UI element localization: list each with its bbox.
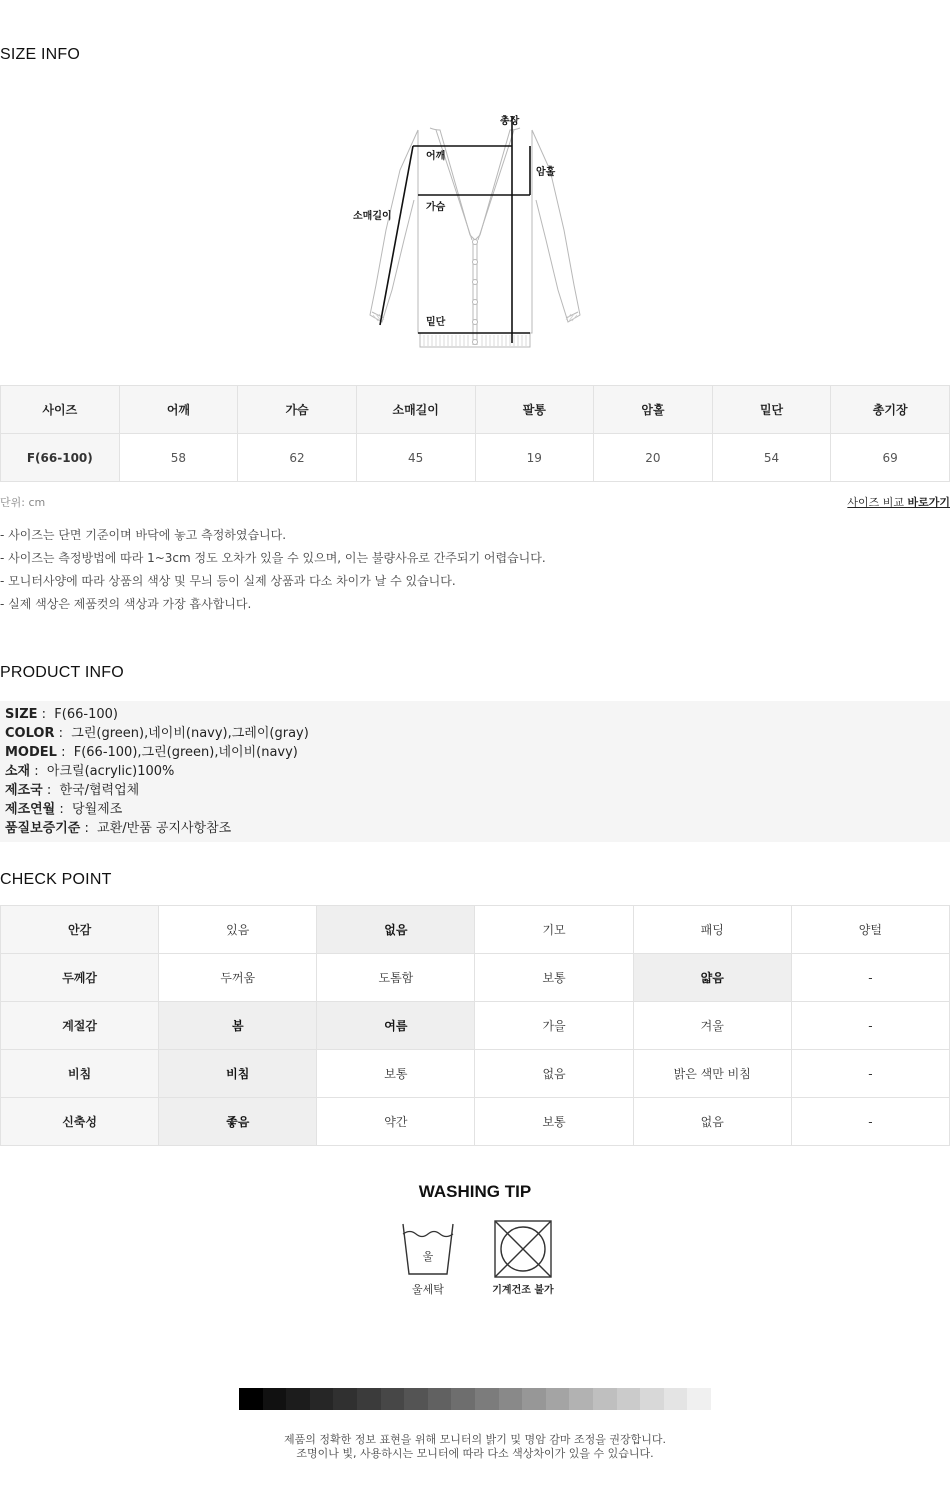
check-row-thickness [1, 954, 950, 1002]
note-item: - 사이즈는 측정방법에 따라 1~3cm 정도 오차가 있을 수 있으며, 이는 불량사유로 간주되기 어렵습니다. [0, 551, 546, 565]
sleeve-width-value: 19 [475, 434, 594, 482]
product-info-key: 품질보증기준 [5, 821, 81, 836]
grayscale-swatch [499, 1388, 523, 1410]
grayscale-swatch [381, 1388, 405, 1410]
check-row-label: 계절감 [1, 1002, 159, 1050]
no-tumble-dry-icon [493, 1219, 553, 1279]
grayscale-swatch [310, 1388, 334, 1410]
grayscale-swatch [239, 1388, 263, 1410]
grayscale-bar [239, 1388, 711, 1410]
table-row [1, 434, 950, 482]
size-table-header-row [1, 386, 950, 434]
size-table-header: 사이즈 [1, 386, 120, 434]
product-info-key: 소재 [5, 764, 31, 779]
grayscale-swatch [522, 1388, 546, 1410]
check-option: 가을 [475, 1002, 633, 1050]
product-info-key: COLOR [5, 726, 55, 741]
wool-wash-label: 울세탁 [412, 1283, 444, 1296]
check-option: 보통 [475, 1098, 633, 1146]
chest-value: 62 [238, 434, 357, 482]
grayscale-swatch [687, 1388, 711, 1410]
grayscale-swatch [404, 1388, 428, 1410]
check-option: 없음 [633, 1098, 791, 1146]
size-compare-shortcut: 바로가기 [907, 496, 950, 509]
product-info-title: PRODUCT INFO [0, 664, 124, 681]
grayscale-swatch [546, 1388, 570, 1410]
cardigan-illustration [340, 100, 610, 365]
sleeve-length-value: 45 [356, 434, 475, 482]
check-option: 두꺼움 [159, 954, 317, 1002]
check-option: 보통 [317, 1050, 475, 1098]
check-option: 양털 [791, 906, 949, 954]
size-table-header: 소매길이 [356, 386, 475, 434]
check-option-selected: 좋음 [159, 1098, 317, 1146]
product-info-key: MODEL [5, 745, 57, 760]
product-info-value: 그린(green),네이비(navy),그레이(gray) [71, 726, 309, 741]
note-item: - 사이즈는 단면 기준이며 바닥에 놓고 측정하였습니다. [0, 528, 287, 542]
check-row-lining [1, 906, 950, 954]
size-compare-prefix: 사이즈 비교 [847, 496, 908, 509]
check-option-selected: 없음 [317, 906, 475, 954]
total-length-value: 69 [831, 434, 950, 482]
grayscale-swatch [593, 1388, 617, 1410]
product-info-value: F(66-100),그린(green),네이비(navy) [73, 745, 298, 760]
product-info-value: F(66-100) [54, 707, 118, 722]
product-info-key: 제조연월 [5, 802, 56, 817]
check-row-label: 신축성 [1, 1098, 159, 1146]
size-table-header: 밑단 [712, 386, 831, 434]
check-option-selected: 여름 [317, 1002, 475, 1050]
check-option: 보통 [475, 954, 633, 1002]
product-info-value: 교환/반품 공지사항참조 [97, 821, 232, 836]
check-row-elasticity [1, 1098, 950, 1146]
check-option-selected: 봄 [159, 1002, 317, 1050]
product-info-row: SIZE : F(66-100) [5, 707, 118, 722]
monitor-note: 조명이나 빛, 사용하시는 모니터에 따라 다소 색상차이가 있을 수 있습니다. [296, 1447, 654, 1460]
armhole-value: 20 [594, 434, 713, 482]
product-info-key: SIZE [5, 707, 38, 722]
check-option: - [791, 954, 949, 1002]
grayscale-swatch [664, 1388, 688, 1410]
check-option-selected: 얇음 [633, 954, 791, 1002]
check-option-selected: 비침 [159, 1050, 317, 1098]
wool-wash-icon [400, 1220, 456, 1280]
check-option: 있음 [159, 906, 317, 954]
product-info-value: 당월제조 [72, 802, 123, 817]
unit-label: 단위: cm [0, 496, 46, 509]
washing-tip-title: WASHING TIP [418, 1182, 532, 1201]
hem-label: 밑단 [426, 317, 446, 328]
grayscale-swatch [357, 1388, 381, 1410]
check-row-label: 두께감 [1, 954, 159, 1002]
check-option: 없음 [475, 1050, 633, 1098]
size-table-header: 가슴 [238, 386, 357, 434]
shoulder-label: 어깨 [426, 151, 446, 162]
size-notes [0, 527, 546, 619]
grayscale-swatch [428, 1388, 452, 1410]
grayscale-swatch [333, 1388, 357, 1410]
product-info-row: COLOR : 그린(green),네이비(navy),그레이(gray) [5, 726, 309, 741]
product-info-value: 한국/협력업체 [59, 783, 140, 798]
grayscale-swatch [569, 1388, 593, 1410]
product-info-row: 제조국 : 한국/협력업체 [5, 783, 140, 798]
no-tumble-dry-label: 기계건조 불가 [492, 1285, 554, 1296]
size-cell: F(66-100) [1, 434, 120, 482]
size-compare-link[interactable] [847, 494, 950, 510]
check-row-sheerness [1, 1050, 950, 1098]
size-table-header: 팔통 [475, 386, 594, 434]
sleeve-length-label: 소매길이 [353, 211, 392, 222]
wool-wash-icon-text: 울 [422, 1250, 434, 1263]
grayscale-swatch [640, 1388, 664, 1410]
product-info-row: 소재 : 아크릴(acrylic)100% [5, 764, 175, 779]
check-point-table [0, 905, 950, 1146]
monitor-notes [0, 1433, 950, 1461]
chest-label: 가슴 [426, 202, 446, 213]
size-table [0, 385, 950, 482]
check-option: 도톰함 [317, 954, 475, 1002]
check-option: - [791, 1002, 949, 1050]
check-point-title: CHECK POINT [0, 871, 112, 888]
cardigan-size-diagram [340, 100, 610, 365]
product-info-key: 제조국 [5, 783, 43, 798]
note-item: - 모니터사양에 따라 상품의 색상 및 무늬 등이 실제 상품과 다소 차이가 날 수 있습니다. [0, 574, 456, 588]
size-info-title: SIZE INFO [0, 46, 81, 63]
check-option: 약간 [317, 1098, 475, 1146]
check-option: 밝은 색만 비침 [633, 1050, 791, 1098]
check-option: 패딩 [633, 906, 791, 954]
size-table-header: 총기장 [831, 386, 950, 434]
product-info-row: 제조연월 : 당월제조 [5, 802, 123, 817]
product-info-value: 아크릴(acrylic)100% [46, 764, 175, 779]
size-table-header: 어깨 [119, 386, 238, 434]
grayscale-swatch [475, 1388, 499, 1410]
note-item: - 실제 색상은 제품컷의 색상과 가장 흡사합니다. [0, 597, 252, 611]
check-row-label: 안감 [1, 906, 159, 954]
check-row-label: 비침 [1, 1050, 159, 1098]
grayscale-swatch [286, 1388, 310, 1410]
grayscale-swatch [451, 1388, 475, 1410]
grayscale-swatch [617, 1388, 641, 1410]
armhole-label: 암홀 [536, 167, 556, 178]
total-length-label: 총장 [500, 116, 520, 127]
check-option: - [791, 1050, 949, 1098]
shoulder-value: 58 [119, 434, 238, 482]
check-row-season [1, 1002, 950, 1050]
product-info-row: 품질보증기준 : 교환/반품 공지사항참조 [5, 821, 232, 836]
check-option: - [791, 1098, 949, 1146]
check-option: 기모 [475, 906, 633, 954]
product-info-row: MODEL : F(66-100),그린(green),네이비(navy) [5, 745, 298, 760]
size-table-header: 암홀 [594, 386, 713, 434]
monitor-note: 제품의 정확한 정보 표현을 위해 모니터의 밝기 및 명암 감마 조정을 권장합니다. [284, 1433, 666, 1446]
check-option: 겨울 [633, 1002, 791, 1050]
grayscale-swatch [263, 1388, 287, 1410]
product-info-box [0, 701, 950, 842]
hem-value: 54 [712, 434, 831, 482]
